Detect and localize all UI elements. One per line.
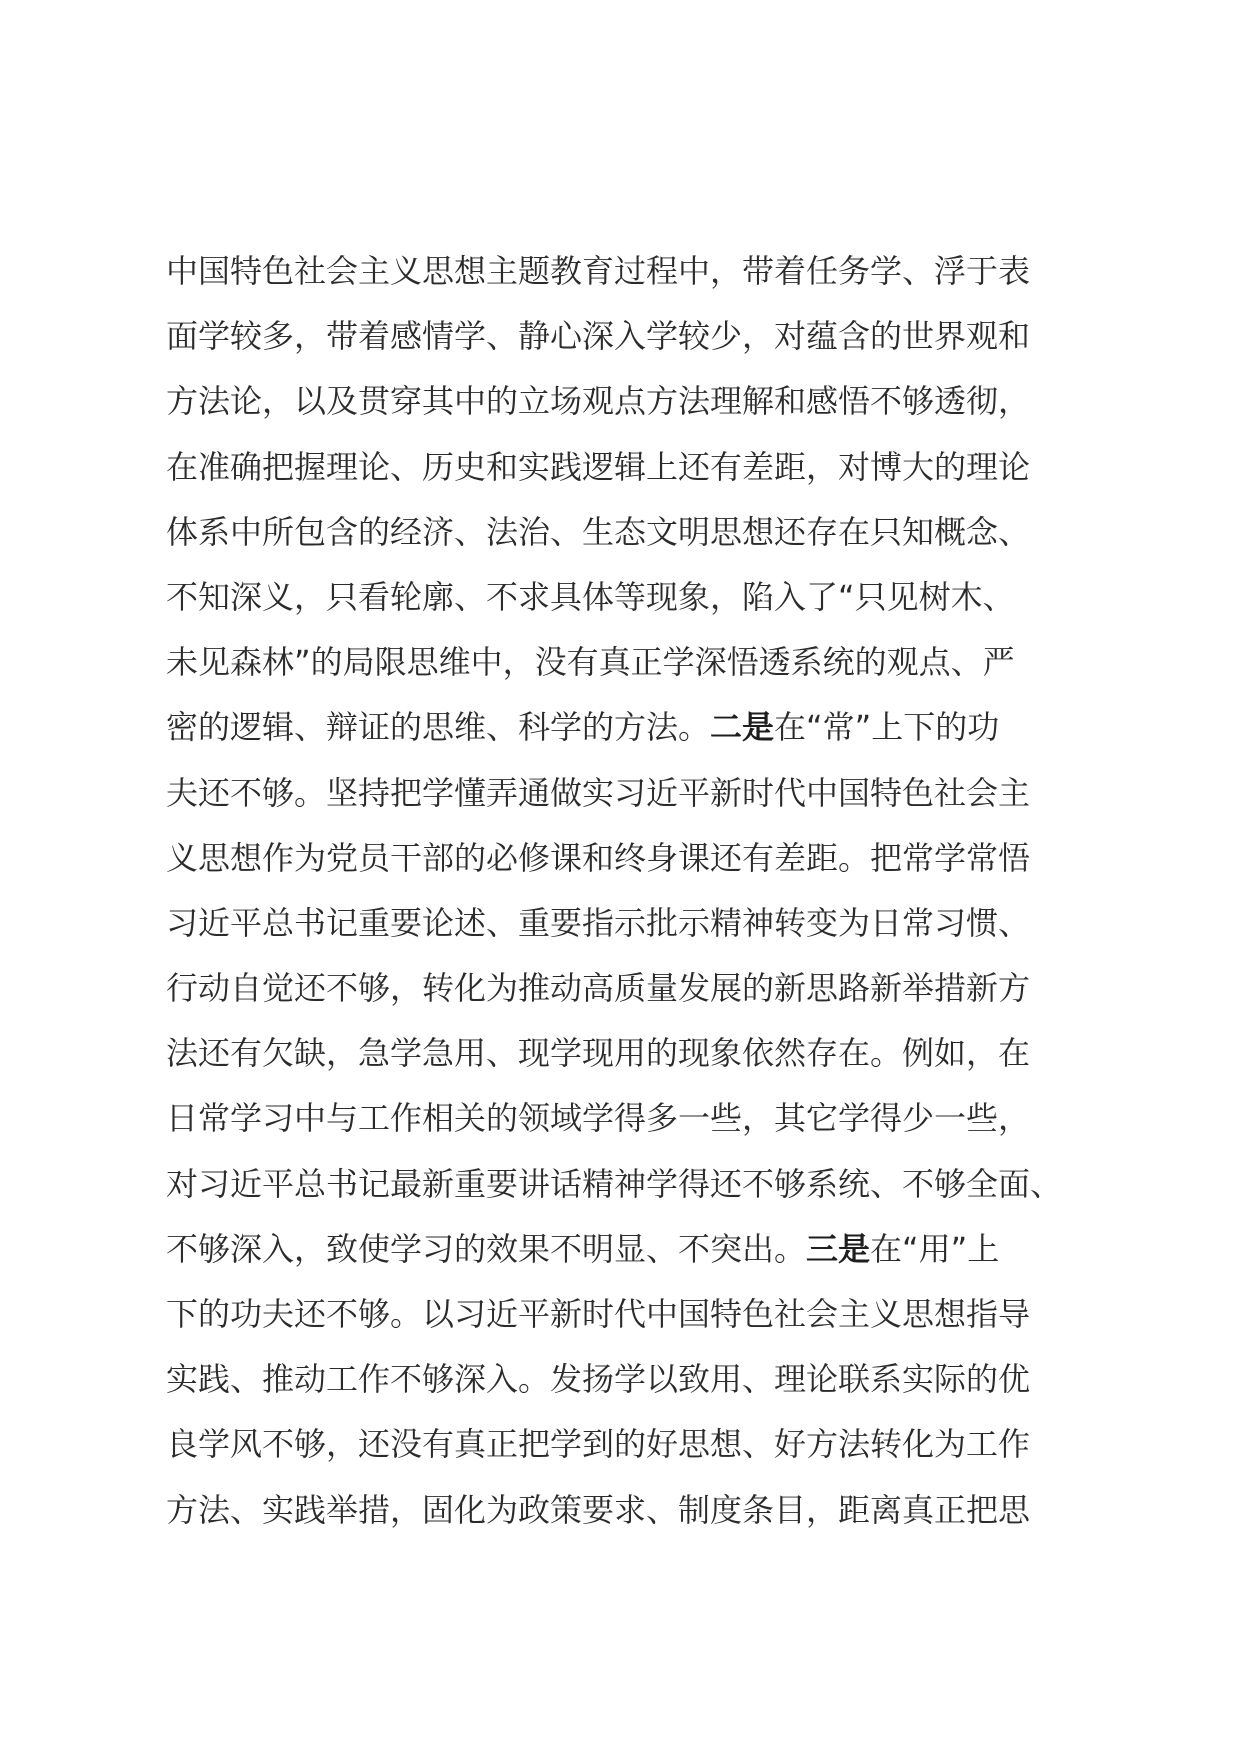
text-run: 习近平总书记重要论述、重要指示批示精神转变为日常习惯、 bbox=[166, 903, 1031, 942]
text-run: 日常学习中与工作相关的领域学得多一些，其它学得少一些， bbox=[166, 1099, 1031, 1138]
text-line bbox=[166, 1347, 1086, 1412]
text-line bbox=[166, 630, 1086, 695]
text-line bbox=[166, 435, 1086, 500]
text-run: 夫还不够。坚持把学懂弄通做实习近平新时代中国特色社会主 bbox=[166, 773, 1031, 812]
text-run: 下的功夫还不够。以习近平新时代中国特色社会主义思想指导 bbox=[166, 1295, 1031, 1333]
text-run: 义思想作为党员干部的必修课和终身课还有差距。把常学常悟 bbox=[166, 838, 1031, 877]
text-run: 在“常”上下的功 bbox=[774, 708, 1000, 747]
text-line bbox=[166, 956, 1086, 1021]
text-run: 法还有欠缺，急学急用、现学现用的现象依然存在。例如，在 bbox=[166, 1034, 1031, 1073]
text-run: 对习近平总书记最新重要讲话精神学得还不够系统、不够全面、 bbox=[166, 1164, 1063, 1203]
text-line bbox=[166, 891, 1086, 956]
text-run: 体系中所包含的经济、法治、生态文明思想还存在只知概念、 bbox=[166, 512, 1031, 551]
text-line bbox=[166, 1152, 1086, 1217]
text-run: 中国特色社会主义思想主题教育过程中，带着任务学、浮于表 bbox=[166, 252, 1031, 290]
text-line bbox=[166, 1282, 1086, 1347]
bold-lead-phrase: 三是 bbox=[806, 1229, 871, 1268]
text-run: 良学风不够，还没有真正把学到的好思想、好方法转化为工作 bbox=[166, 1425, 1031, 1464]
text-run: 面学较多，带着感情学、静心深入学较少，对蕴含的世界观和 bbox=[166, 317, 1031, 356]
text-run: 不够深入，致使学习的效果不明显、不突出。 bbox=[166, 1229, 807, 1268]
text-line bbox=[166, 1478, 1086, 1543]
text-line bbox=[166, 239, 1086, 304]
text-line bbox=[166, 304, 1086, 369]
text-line bbox=[166, 695, 1086, 760]
body-paragraph bbox=[166, 239, 1086, 1543]
text-run: 不知深义，只看轮廓、不求具体等现象，陷入了“只见树木、 bbox=[166, 577, 1015, 616]
text-line bbox=[166, 369, 1086, 434]
text-run: 在准确把握理论、历史和实践逻辑上还有差距，对博大的理论 bbox=[166, 447, 1031, 486]
text-run: 密的逻辑、辩证的思维、科学的方法。 bbox=[166, 708, 711, 747]
text-line bbox=[166, 500, 1086, 565]
bold-lead-phrase: 二是 bbox=[710, 708, 775, 747]
text-run: 方法论，以及贯穿其中的立场观点方法理解和感悟不够透彻， bbox=[166, 382, 1031, 421]
text-line bbox=[166, 826, 1086, 891]
text-run: 方法、实践举措，固化为政策要求、制度条目，距离真正把思 bbox=[166, 1490, 1031, 1529]
text-line bbox=[166, 761, 1086, 826]
text-run: 行动自觉还不够，转化为推动高质量发展的新思路新举措新方 bbox=[166, 969, 1031, 1008]
text-run: 在“用”上 bbox=[870, 1229, 1000, 1268]
text-line bbox=[166, 1412, 1086, 1477]
text-line bbox=[166, 1086, 1086, 1151]
text-line bbox=[166, 1021, 1086, 1086]
text-run: 未见森林”的局限思维中，没有真正学深悟透系统的观点、严 bbox=[166, 643, 1015, 682]
text-line bbox=[166, 1217, 1086, 1282]
text-run: 实践、推动工作不够深入。发扬学以致用、理论联系实际的优 bbox=[166, 1360, 1031, 1399]
text-line bbox=[166, 565, 1086, 630]
